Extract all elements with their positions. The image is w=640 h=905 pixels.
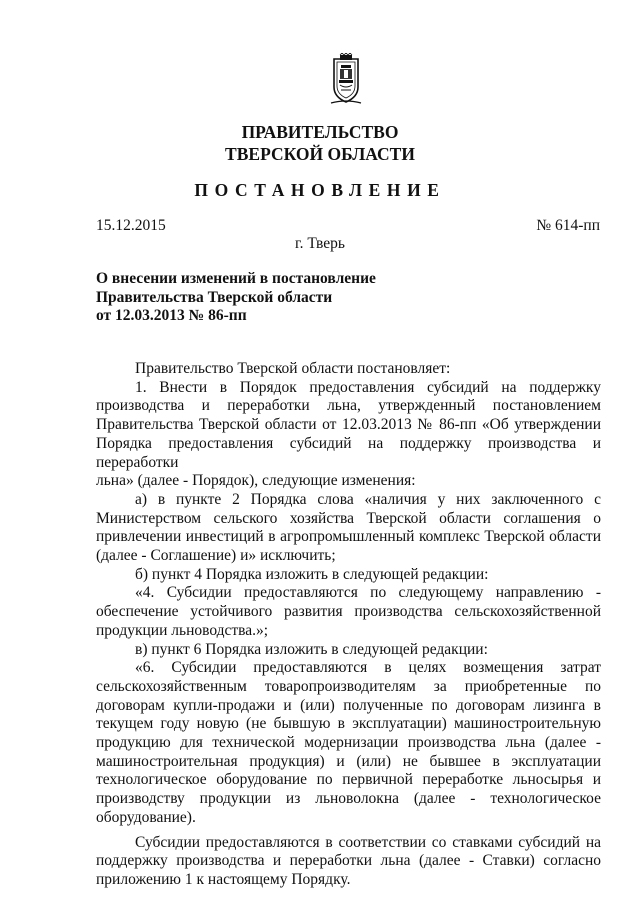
paragraph-line: сельскохозяйственным товаропроизводителям за приобретенные по xyxy=(96,677,601,695)
paragraph-line: в) пункт 6 Порядка изложить в следующей редакции: xyxy=(135,640,488,658)
title-line: от 12.03.2013 № 86-пп xyxy=(96,307,247,324)
title-line: Правительства Тверской области xyxy=(96,288,333,306)
paragraph-line: приложению 1 к настоящему Порядку. xyxy=(96,870,351,888)
intro-line: Правительство Тверской области постановляет: xyxy=(135,360,451,377)
document-date: 15.12.2015 xyxy=(96,217,166,234)
paragraph-line: привлечении инвестиций в агропромышленный комплекс Тверской области xyxy=(96,528,601,546)
paragraph-line: Министерством сельского хозяйства Тверской области соглашения о xyxy=(96,509,601,527)
paragraph-line: «6. Субсидии предоставляются в целях возмещения затрат xyxy=(135,659,601,677)
paragraph-line: Правительства Тверской области от 12.03.2013 № 86-пп «Об утверждении xyxy=(96,416,601,434)
paragraph-line: производству продукции из льноволокна (далее - технологическое xyxy=(96,790,601,808)
paragraph-line: продукцию для технической модернизации производства льна (далее - xyxy=(96,734,601,752)
paragraph-line: машиностроительная продукция) и (или) не бывшее в эксплуатации xyxy=(96,752,601,770)
government-name-line2: ТВЕРСКОЙ ОБЛАСТИ xyxy=(225,144,415,164)
paragraph-line: а) в пункте 2 Порядка слова «наличия у них заключенного с xyxy=(135,490,601,508)
paragraph-line: 1. Внести в Порядок предоставления субсидий на поддержку xyxy=(135,378,601,396)
paragraph-line: текущем году новую (не бывшую в эксплуатации) машиностроительную xyxy=(96,715,601,733)
document-city: г. Тверь xyxy=(295,235,345,252)
paragraph-line: Субсидии предоставляются в соответствии со ставками субсидий на xyxy=(135,833,601,851)
paragraph-line: договорам купли-продажи и (или) полученные по договорам лизинга в xyxy=(96,696,601,714)
paragraph-line: «4. Субсидии предоставляются по следующему направлению - xyxy=(135,584,601,602)
paragraph-line: поддержку производства и переработки льна (далее - Ставки) согласно xyxy=(96,852,601,870)
title-line: О внесении изменений в постановление xyxy=(96,270,376,287)
paragraph-line: льна» (далее - Порядок), следующие изменения: xyxy=(96,472,416,490)
paragraph-line: обеспечение устойчивого развития производства сельскохозяйственной xyxy=(96,603,601,621)
coat-of-arms-icon xyxy=(329,53,363,105)
document-type: ПОСТАНОВЛЕНИЕ xyxy=(194,180,446,200)
paragraph-line: б) пункт 4 Порядка изложить в следующей редакции: xyxy=(135,565,489,583)
document-title xyxy=(96,270,376,326)
paragraph-line: производства и переработки льна, утвержденный постановлением xyxy=(96,397,601,415)
paragraph-line: продукции льноводства.»; xyxy=(96,621,269,639)
government-name-line1: ПРАВИТЕЛЬСТВО xyxy=(241,122,399,142)
document-body xyxy=(96,360,601,890)
paragraph-line: Порядка предоставления субсидий на поддержку производства и переработки xyxy=(96,434,601,471)
paragraph-line: технологическое оборудование по первичной переработке льносырья и xyxy=(96,771,601,789)
document-number: № 614-пп xyxy=(536,217,600,234)
paragraph-line: оборудование). xyxy=(96,808,196,826)
paragraph-line: (далее - Соглашение) и» исключить; xyxy=(96,547,336,565)
